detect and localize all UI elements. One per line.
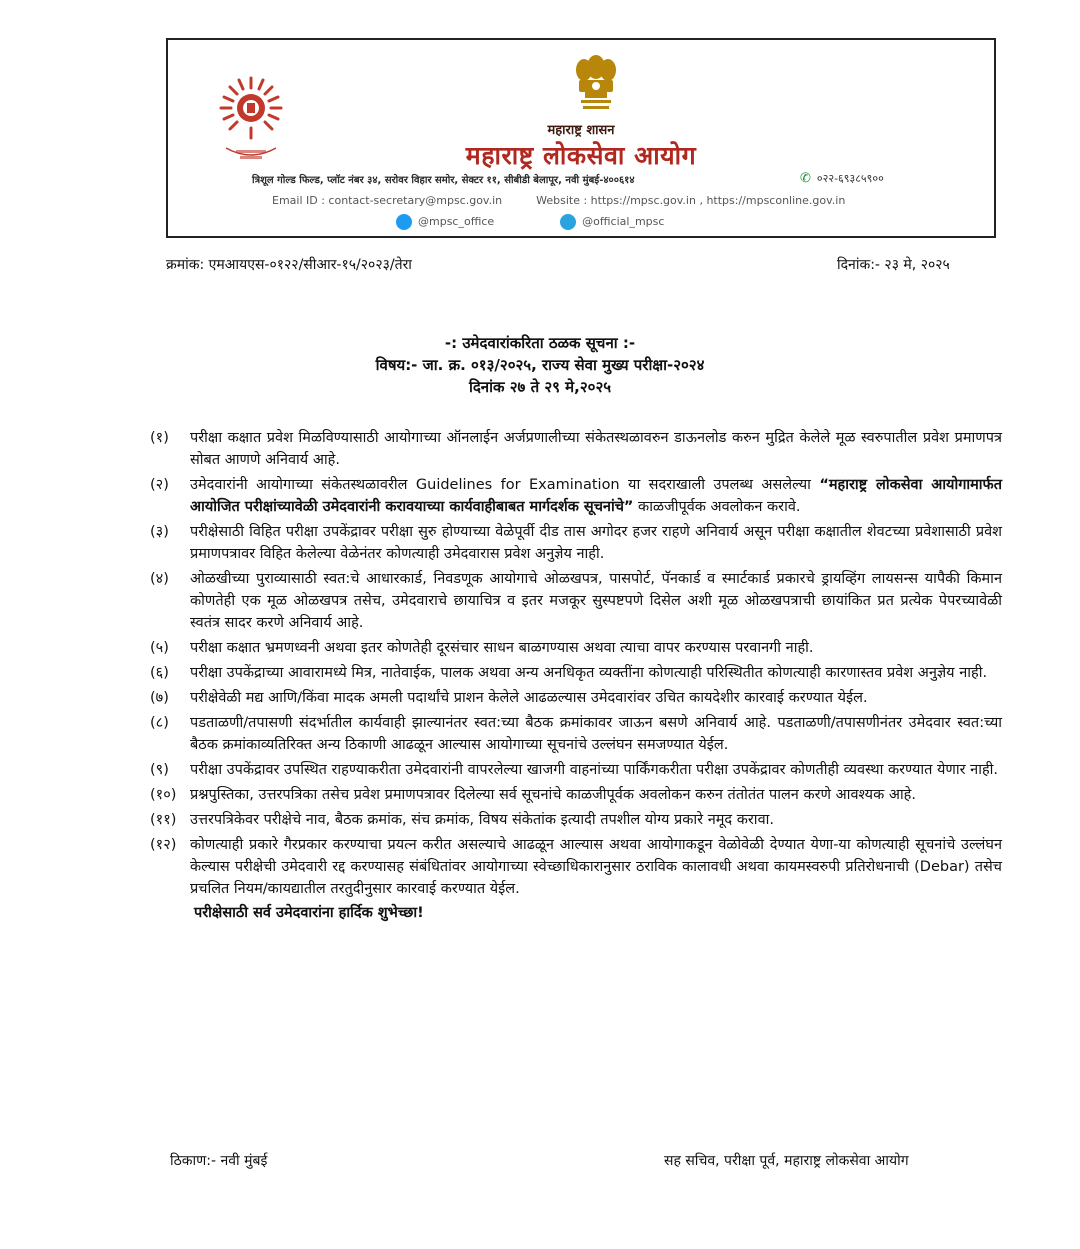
telegram-handle[interactable]: @official_mpsc [582, 215, 665, 228]
list-item [150, 521, 1002, 565]
item-number: (३) [150, 524, 169, 540]
list-item [150, 474, 1002, 518]
list-item [150, 568, 1002, 634]
item-text: परीक्षा उपकेंद्रावर उपस्थित राहण्याकरीता उमेदवारांनी वापरलेल्या खाजगी वाहनांच्या पार्किंगकरीता परीक्षा उपकेंद्रावर कोणतीही व्यवस्था करण्यात येणार नाही. [190, 762, 999, 778]
item-text-post: काळजीपूर्वक अवलोकन करावे. [633, 499, 801, 515]
item-number: (१) [150, 430, 169, 446]
greeting: परीक्षेसाठी सर्व उमेदवारांना हार्दिक शुभेच्छा! [194, 905, 424, 921]
item-number: (६) [150, 665, 169, 681]
place: ठिकाण:- नवी मुंबई [170, 1153, 268, 1169]
item-text: परीक्षेसाठी विहित परीक्षा उपकेंद्रावर परीक्षा सुरु होण्याच्या वेळेपूर्वी दीड तास अगोदर हजर राहणे अनिवार्य असून परीक्षा कक्षातील शेवटच्या प्रवेशासाठी प्रवेश प्रमाणपत्रावर विहित केलेल्या वेळेनंतर कोणत्याही उमेदवारास प्रवेश अनुज्ञेय नाही. [190, 524, 1002, 562]
notice-dates: दिनांक २७ ते २९ मे,२०२५ [468, 378, 612, 396]
phone-icon: ✆ [800, 171, 811, 186]
signatory: सह सचिव, परीक्षा पूर्व, महाराष्ट्र लोकसेवा आयोग [664, 1153, 909, 1169]
reference-number: क्रमांक: एमआयएस-०१२२/सीआर-१५/२०२३/तेरा [166, 257, 412, 273]
notice-titles [0, 332, 1080, 398]
instruction-list [150, 427, 1002, 924]
list-item [150, 809, 1002, 831]
national-emblem-icon [571, 54, 621, 122]
twitter-icon [396, 214, 412, 230]
telegram-icon [560, 214, 576, 230]
letterhead [166, 38, 996, 238]
item-number: (१०) [150, 787, 177, 803]
item-text: कोणत्याही प्रकारे गैरप्रकार करण्याचा प्रयत्न करीत असल्याचे आढळून आल्यास अथवा आयोगाकडून वेळोवेळी देण्यात येणा-या कोणत्याही सूचनांचे उल्लंघन केल्यास परीक्षेची उमेदवारी रद्द करण्यासह संबंधितांवर आयोगाच्या स्वेच्छाधिकारानुसार ठराविक कालावधी अथवा कायमस्वरुपी प्रतिरोधनाची (Debar) तसेच प्रचलित नियम/कायद्यातील तरतुदीनुसार कारवाई करण्यात येईल. [190, 837, 1002, 897]
item-text: प्रश्नपुस्तिका, उत्तरपत्रिका तसेच प्रवेश प्रमाणपत्रावर दिलेल्या सर्व सूचनांचे काळजीपूर्वक अवलोकन करुन तंतोतंत पालन करणे आवश्यक आहे. [190, 787, 916, 803]
email-link[interactable]: Email ID : contact-secretary@mpsc.gov.in [272, 194, 503, 207]
notice-heading: -: उमेदवारांकरिता ठळक सूचना :- [444, 334, 636, 352]
item-text: ओळखीच्या पुराव्यासाठी स्वत:चे आधारकार्ड, निवडणूक आयोगाचे ओळखपत्र, पासपोर्ट, पॅनकार्ड व स्मार्टकार्ड प्रकारचे ड्रायव्हिंग लायसन्स यापैकी किमान कोणतेही एक मूळ ओळखपत्र तसेच, उमेदवाराचे छायाचित्र व इतर मजकूर सुस्पष्टपणे दिसेल अशी मूळ ओळखपत्राची छायांकित प्रत प्रत्येक पेपरच्यावेळी स्वतंत्र सादर करणे अनिवार्य आहे. [190, 571, 1002, 631]
item-text: पडताळणी/तपासणी संदर्भातील कार्यवाही झाल्यानंतर स्वत:च्या बैठक क्रमांकावर जाऊन बसणे अनिवार्य आहे. पडताळणी/तपासणीनंतर उमेदवार स्वत:च्या बैठक क्रमांकाव्यतिरिक्त अन्य ठिकाणी आढळून आल्यास आयोगाच्या सूचनांचे उल्लंघन समजण्यात येईल. [190, 715, 1002, 753]
social-row [396, 214, 664, 230]
notice-subject: विषय:- जा. क्र. ०१३/२०२५, राज्य सेवा मुख्य परीक्षा-२०२४ [375, 356, 705, 374]
item-number: (५) [150, 640, 169, 656]
list-item [150, 712, 1002, 756]
item-text: परीक्षा कक्षात प्रवेश मिळविण्यासाठी आयोगाच्या ऑनलाईन अर्जप्रणालीच्या संकेतस्थळावरुन डाऊनलोड करुन मुद्रित केलेले मूळ स्वरुपातील प्रवेश प्रमाणपत्र सोबत आणणे अनिवार्य आहे. [190, 430, 1002, 468]
reference-date: दिनांक:- २३ मे, २०२५ [837, 257, 950, 273]
item-number: (२) [150, 477, 169, 493]
list-item [150, 637, 1002, 659]
item-number: (११) [150, 812, 177, 828]
contact-phone [800, 171, 884, 186]
website-link[interactable]: Website : https://mpsc.gov.in , https://mpsconline.gov.in [536, 194, 846, 207]
item-text: परीक्षा उपकेंद्राच्या आवारामध्ये मित्र, नातेवाईक, पालक अथवा अन्य अनधिकृत व्यक्तींना कोणत्याही परिस्थितीत कोणत्याही कारणास्तव प्रवेश अनुज्ञेय नाही. [190, 665, 988, 681]
item-text-pre: उमेदवारांनी आयोगाच्या संकेतस्थळावरील Guidelines for Examination या सदराखाली उपलब्ध असलेल्या [190, 477, 820, 493]
item-text [190, 474, 1002, 518]
govt-name: महाराष्ट्र शासन [547, 123, 615, 138]
item-number: (८) [150, 715, 169, 731]
commission-name: महाराष्ट्र लोकसेवा आयोग [465, 141, 697, 170]
item-text: परीक्षेवेळी मद्य आणि/किंवा मादक अमली पदार्थांचे प्राशन केलेले आढळल्यास उमेदवारांवर उचित कायदेशीर कारवाई करण्यात येईल. [190, 690, 868, 706]
item-number: (९) [150, 762, 169, 778]
list-item [150, 662, 1002, 684]
list-item [150, 784, 1002, 806]
item-number: (७) [150, 690, 169, 706]
phone-number: ०२२-६९३८५९०० [816, 172, 884, 185]
commission-address: त्रिशूल गोल्ड फिल्ड, प्लॉट नंबर ३४, सरोवर विहार समोर, सेक्टर ११, सीबीडी बेलापूर, नवी मुंबई-४००६१४ [252, 175, 635, 186]
item-text: उत्तरपत्रिकेवर परीक्षेचे नाव, बैठक क्रमांक, संच क्रमांक, विषय संकेतांक इत्यादी तपशील योग्य प्रकारे नमूद करावा. [190, 812, 774, 828]
list-item [150, 834, 1002, 900]
contact-web-row [272, 194, 845, 207]
twitter-handle[interactable]: @mpsc_office [418, 215, 495, 228]
item-number: (४) [150, 571, 169, 587]
list-item [150, 759, 1002, 781]
list-item [150, 687, 1002, 709]
item-text: परीक्षा कक्षात भ्रमणध्वनी अथवा इतर कोणतेही दूरसंचार साधन बाळगण्यास अथवा त्याचा वापर करण्यास परवानगी नाही. [190, 640, 814, 656]
item-number: (१२) [150, 837, 177, 853]
list-item [150, 427, 1002, 471]
guidelines-title: “महाराष्ट्र लोकसेवा आयोगामार्फत आयोजित परीक्षांच्यावेळी उमेदवारांनी करावयाच्या कार्यवाहीबाबत मार्गदर्शक सूचनांचे” [190, 477, 1002, 515]
